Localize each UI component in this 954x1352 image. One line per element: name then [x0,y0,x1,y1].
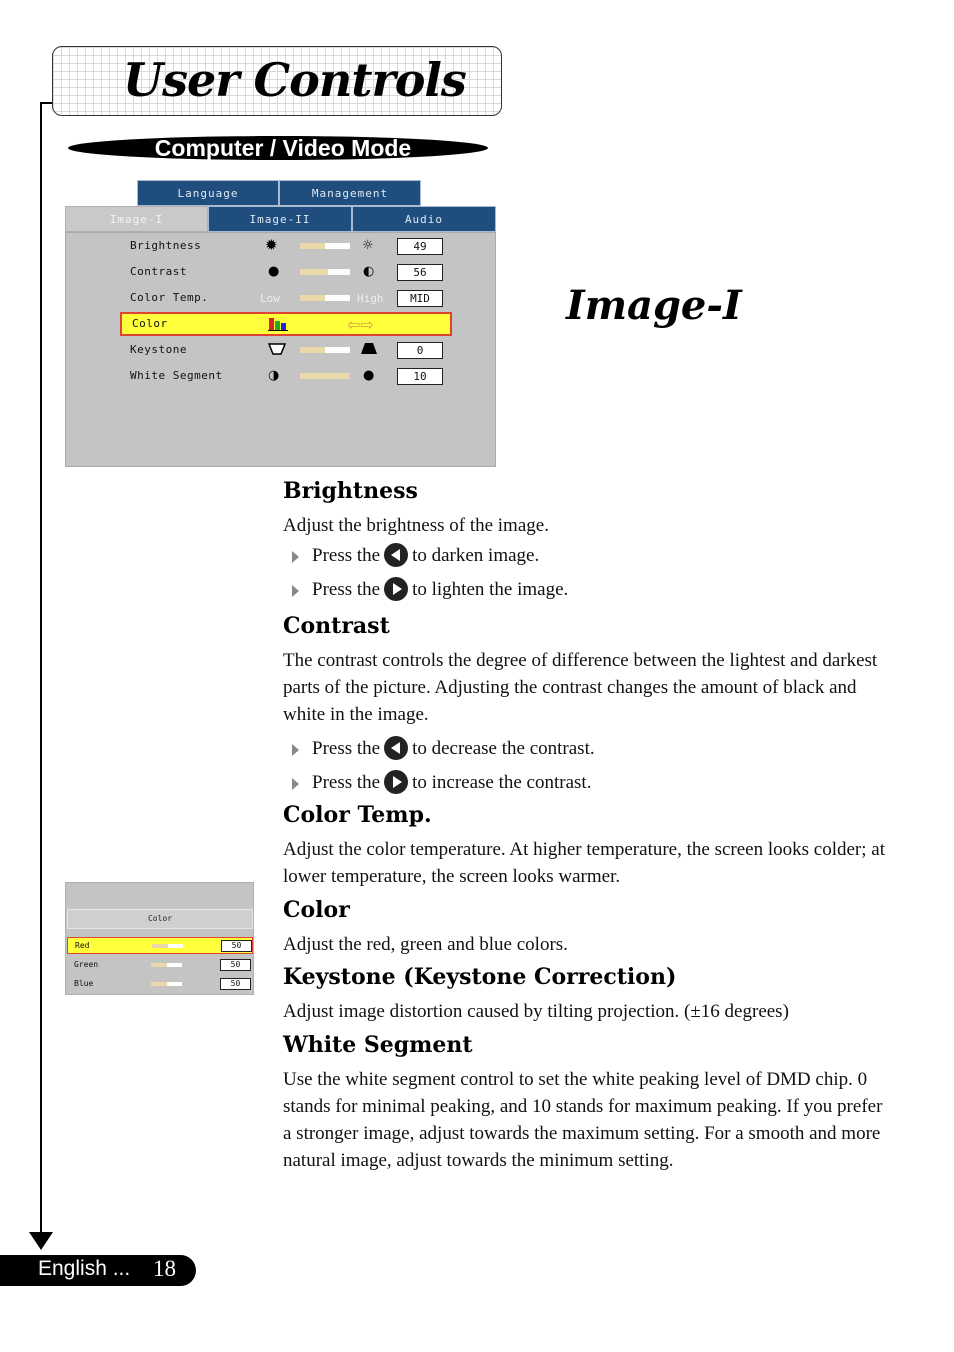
color-heading: Color [283,897,350,923]
white-segment-low-icon: ◑ [268,368,280,383]
color-row-green[interactable] [67,957,253,974]
color-temp-high-label: High [357,292,384,305]
tab-management[interactable]: Management [279,180,421,206]
keystone-slider[interactable] [300,347,350,353]
blue-value: 50 [220,978,251,990]
green-slider[interactable] [151,963,182,967]
bullet-icon [292,744,299,756]
green-value: 50 [220,959,251,971]
brightness-body: Adjust the brightness of the image. [283,515,549,536]
title-box [52,46,502,116]
color-temp-slider-fill [300,295,325,301]
osd-row-brightness[interactable] [120,234,452,258]
right-button-icon [384,577,408,601]
white-segment-heading: White Segment [283,1032,473,1058]
section-contrast [283,611,903,800]
tab-audio[interactable]: Audio [352,206,496,232]
white-segment-high-icon: ● [363,368,375,383]
color-label-red: Red [75,941,90,950]
osd-color-submenu [65,882,254,995]
osd-label-contrast: Contrast [130,265,187,278]
keystone-slider-fill [300,347,325,353]
white-segment-value: 10 [397,368,443,385]
osd-row-white-segment[interactable] [120,364,452,388]
contrast-slider[interactable] [300,269,350,275]
contrast-bullet-2 [283,766,903,800]
brightness-value: 49 [397,238,443,255]
tab-image-ii[interactable]: Image-II [208,206,352,232]
osd-label-color: Color [132,317,168,330]
section-color-temp [283,800,903,890]
bullet-icon [292,778,299,790]
left-right-arrows-icon: ⇦⇨ [347,315,374,334]
bullet-text-post: to lighten the image. [412,579,569,600]
color-label-blue: Blue [74,979,94,988]
keystone-plus-icon [360,342,378,358]
left-button-icon [384,736,408,760]
osd-row-color-temp[interactable] [120,286,452,310]
keystone-body: Adjust image distortion caused by tilting projection. (±16 degrees) [283,1001,789,1022]
brightness-slider-fill [300,243,325,249]
color-label-green: Green [74,960,99,969]
osd-body [65,232,496,467]
keystone-minus-icon [268,343,286,358]
keystone-heading: Keystone (Keystone Correction) [283,964,677,990]
bullet-text-post: to decrease the contrast. [412,738,595,759]
red-slider-fill [152,944,168,948]
osd-label-color-temp: Color Temp. [130,291,209,304]
red-value: 50 [221,940,252,952]
left-guide-line [40,102,42,1237]
osd-row-keystone[interactable] [120,338,452,362]
osd-row-contrast[interactable] [120,260,452,284]
osd-label-keystone: Keystone [130,343,187,356]
bullet-text-pre: Press the [312,545,381,566]
contrast-heading: Contrast [283,613,390,639]
page-footer [0,1255,196,1286]
color-temp-value: MID [397,290,443,307]
osd-menu-image-i [65,180,496,467]
color-temp-body: Adjust the color temperature. At higher temperature, the screen looks colder; at lower temperature, the screen looks warmer. [283,839,885,887]
mode-banner-label: Computer / Video Mode [154,135,412,161]
down-arrow-icon [29,1232,53,1250]
osd-label-white-segment: White Segment [130,369,223,382]
color-submenu-title: Color [67,909,253,929]
contrast-slider-fill [300,269,328,275]
brightness-heading: Brightness [283,478,418,504]
blue-slider-fill [151,982,167,986]
section-white-segment [283,1030,903,1174]
blue-slider[interactable] [151,982,182,986]
tab-image-i[interactable]: Image-I [65,206,208,232]
tab-language[interactable]: Language [137,180,279,206]
section-keystone [283,962,903,1025]
contrast-body: The contrast controls the degree of difference between the lightest and darkest parts of the picture. Adjusting the contrast changes the amount of black and white in the image. [283,650,878,725]
color-row-blue[interactable] [67,976,253,993]
bullet-text-pre: Press the [312,579,381,600]
page-number: 18 [153,1256,176,1281]
section-brightness [283,476,903,607]
page-title: User Controls [123,53,466,107]
mode-banner [68,136,488,160]
white-segment-body: Use the white segment control to set the white peaking level of DMD chip. 0 stands for minimal peaking, and 10 stands for maximum peaking. If you prefer a stronger image, adjust towards the maximum setting. For a smooth and more natural image, adjust towards the minimum setting. [283,1069,883,1171]
color-temp-low-label: Low [260,292,280,305]
rgb-bars-icon [268,317,288,334]
right-button-icon [384,770,408,794]
contrast-low-icon: ● [268,264,280,279]
bullet-text-pre: Press the [312,738,381,759]
contrast-bullet-1 [283,732,903,766]
color-temp-heading: Color Temp. [283,802,432,828]
section-heading: Image-I [566,282,742,329]
left-button-icon [384,543,408,567]
brightness-bullet-1 [283,539,903,573]
osd-label-brightness: Brightness [130,239,202,252]
brightness-bullet-2 [283,573,903,607]
green-slider-fill [151,963,167,967]
sun-dark-icon: ✹ [265,236,278,254]
contrast-high-icon: ◐ [363,264,375,279]
section-color [283,895,903,958]
bullet-icon [292,551,299,563]
osd-main-tabs [65,206,496,232]
bullet-text-pre: Press the [312,772,381,793]
bullet-icon [292,585,299,597]
osd-top-tabs [137,180,421,206]
brightness-slider[interactable] [300,243,350,249]
red-slider[interactable] [152,944,183,948]
bullet-text-post: to darken image. [412,545,540,566]
sun-light-icon: ☼ [362,238,374,253]
color-row-red[interactable] [67,937,253,954]
color-body: Adjust the red, green and blue colors. [283,934,568,955]
white-segment-slider-fill [300,373,350,379]
keystone-value: 0 [397,342,443,359]
bullet-text-post: to increase the contrast. [412,772,592,793]
osd-row-color[interactable] [120,312,452,336]
contrast-value: 56 [397,264,443,281]
color-temp-slider[interactable] [300,295,350,301]
white-segment-slider[interactable] [300,373,350,379]
footer-language: English ... [38,1257,131,1280]
